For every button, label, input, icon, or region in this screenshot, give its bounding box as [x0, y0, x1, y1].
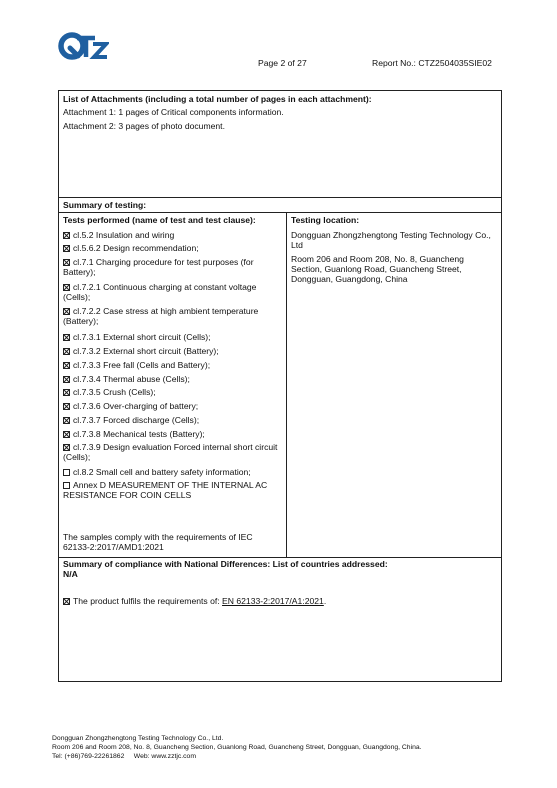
- checked-box-icon: [63, 245, 70, 252]
- attachments-section: [58, 90, 502, 198]
- attachment-item: Attachment 1: 1 pages of Critical components information.: [63, 107, 284, 117]
- test-item: cl.7.2.1 Continuous charging at constant voltage (Cells);: [63, 282, 257, 302]
- test-item: cl.8.2 Small cell and battery safety information;: [63, 467, 251, 477]
- unchecked-box-icon: [63, 469, 70, 476]
- test-item: cl.5.2 Insulation and wiring: [63, 230, 174, 240]
- test-item: cl.7.3.5 Crush (Cells);: [63, 387, 156, 397]
- location-column: [287, 212, 501, 557]
- test-item: cl.7.3.4 Thermal abuse (Cells);: [63, 374, 190, 384]
- tests-title: Tests performed (name of test and test clause):: [63, 215, 256, 225]
- unchecked-box-icon: [63, 482, 70, 489]
- tests-column: [59, 212, 287, 557]
- compliance-statement: The samples comply with the requirements of IEC 62133-2:2017/AMD1:2021: [63, 532, 253, 552]
- location-name: Dongguan Zhongzhengtong Testing Technology Co., Ltd: [291, 230, 491, 250]
- report-number: Report No.: CTZ2504035SIE02: [372, 58, 492, 68]
- checked-box-icon: [63, 259, 70, 266]
- checked-box-icon: [63, 362, 70, 369]
- national-differences-section: [58, 557, 502, 682]
- checked-box-icon: [63, 284, 70, 291]
- test-item: cl.7.3.3 Free fall (Cells and Battery);: [63, 360, 210, 370]
- company-logo: [57, 27, 109, 67]
- test-item: cl.7.3.9 Design evaluation Forced internal short circuit (Cells);: [63, 442, 278, 462]
- attachment-item: Attachment 2: 3 pages of photo document.: [63, 121, 225, 131]
- test-item: Annex D MEASUREMENT OF THE INTERNAL AC RESISTANCE FOR COIN CELLS: [63, 480, 268, 500]
- checked-box-icon: [63, 348, 70, 355]
- standard-reference: EN 62133-2:2017/A1:2021: [222, 596, 324, 606]
- attachments-title: List of Attachments (including a total number of pages in each attachment):: [63, 94, 372, 104]
- test-item: cl.7.3.7 Forced discharge (Cells);: [63, 415, 199, 425]
- location-title: Testing location:: [291, 215, 360, 225]
- page-number: Page 2 of 27: [258, 58, 307, 68]
- checked-box-icon: [63, 598, 70, 605]
- checked-box-icon: [63, 376, 70, 383]
- footer-address: Room 206 and Room 208, No. 8, Guancheng Section, Guanlong Road, Guancheng Street, Dongguan, Guangdong, China.: [52, 743, 422, 751]
- footer-company: Dongguan Zhongzhengtong Testing Technology Co., Ltd.: [52, 735, 224, 742]
- checked-box-icon: [63, 431, 70, 438]
- checked-box-icon: [63, 403, 70, 410]
- national-value: N/A: [63, 569, 78, 579]
- test-item: cl.7.3.6 Over-charging of battery;: [63, 401, 198, 411]
- location-address: Room 206 and Room 208, No. 8, Guancheng Section, Guanlong Road, Guancheng Street, Dongguan, Guangdong, China: [291, 254, 464, 284]
- checked-box-icon: [63, 334, 70, 341]
- checked-box-icon: [63, 417, 70, 424]
- tests-table: [58, 212, 502, 558]
- test-item: cl.7.3.1 External short circuit (Cells);: [63, 332, 211, 342]
- checked-box-icon: [63, 232, 70, 239]
- page-footer: [52, 735, 422, 761]
- test-item: cl.5.6.2 Design recommendation;: [63, 243, 199, 253]
- summary-section-header: [58, 197, 502, 213]
- test-item: cl.7.1 Charging procedure for test purposes (for Battery);: [63, 257, 254, 277]
- checked-box-icon: [63, 308, 70, 315]
- footer-contact: Tel: (+86)769-22261862 Web: www.zztjc.com: [52, 752, 196, 760]
- checked-box-icon: [63, 389, 70, 396]
- test-item: cl.7.3.2 External short circuit (Battery);: [63, 346, 219, 356]
- test-item: cl.7.3.8 Mechanical tests (Battery);: [63, 429, 205, 439]
- checked-box-icon: [63, 444, 70, 451]
- test-item: cl.7.2.2 Case stress at high ambient temperature (Battery);: [63, 306, 259, 326]
- national-title: Summary of compliance with National Differences: List of countries addressed:: [63, 559, 388, 569]
- national-fulfils: The product fulfils the requirements of: EN 62133-2:2017/A1:2021.: [63, 596, 326, 606]
- summary-title: Summary of testing:: [63, 200, 147, 210]
